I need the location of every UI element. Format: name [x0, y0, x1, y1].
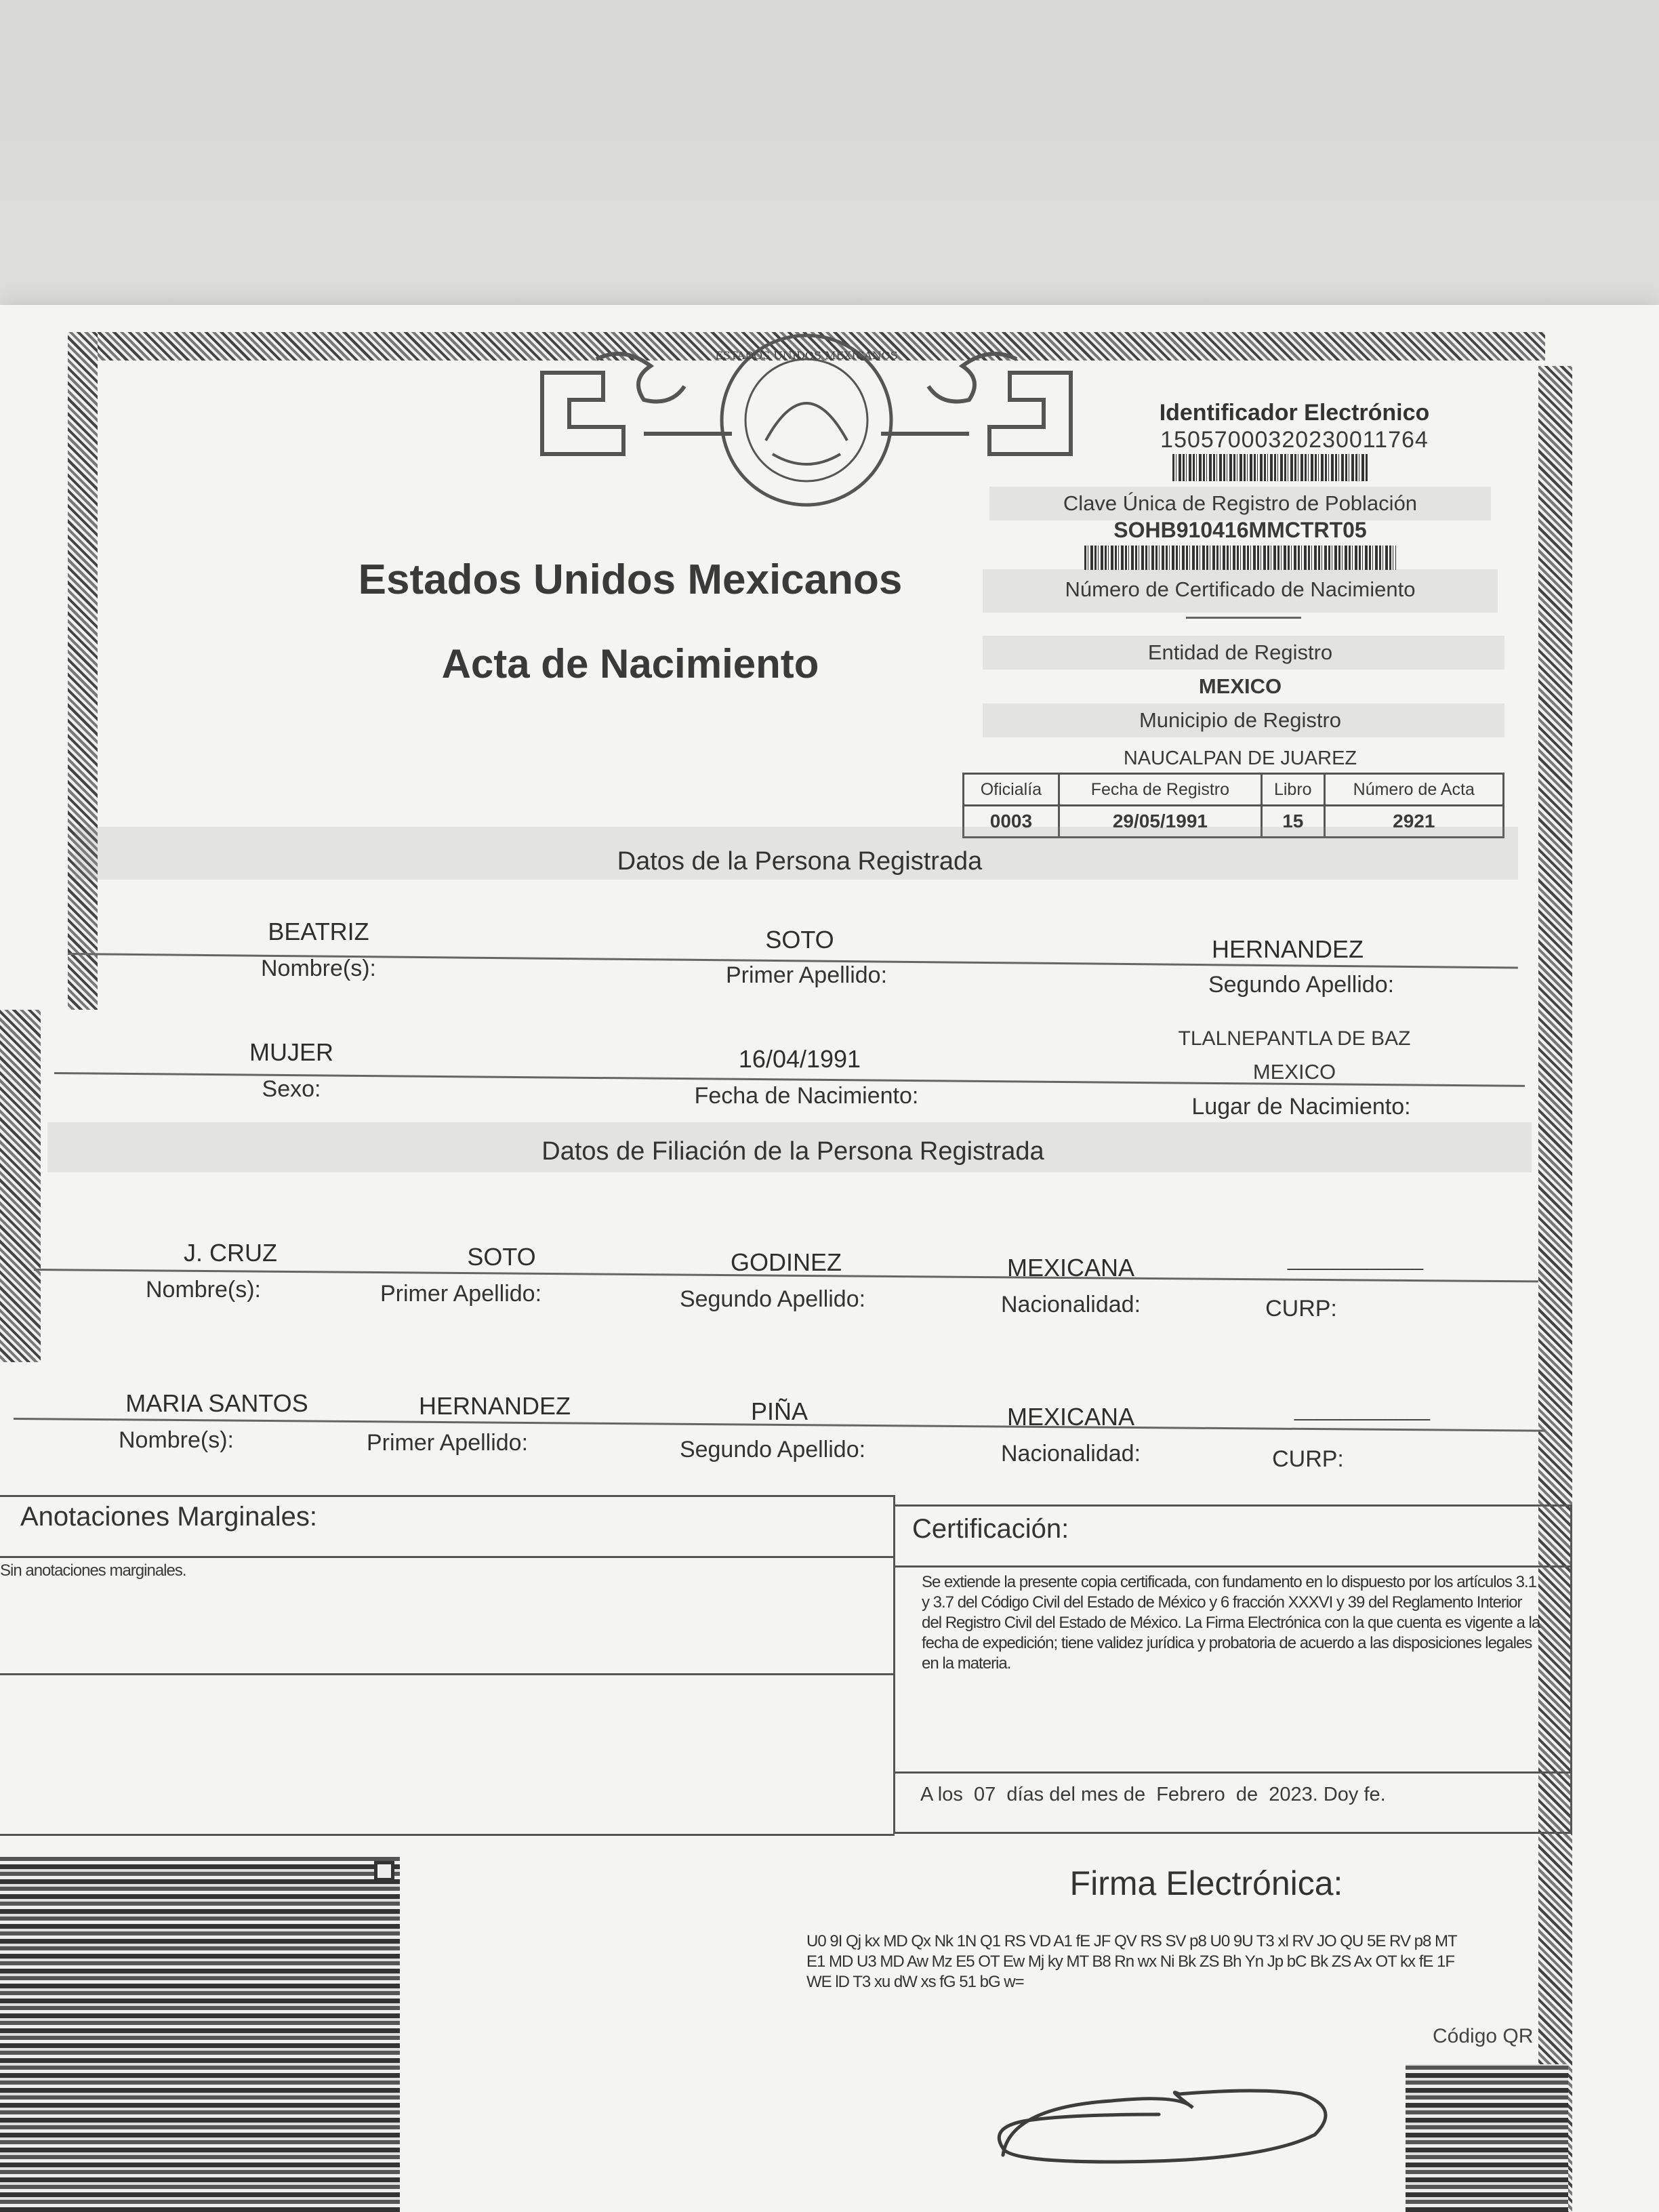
electronic-id-barcode: [1172, 454, 1369, 481]
registry-value-libro: 15: [1262, 806, 1325, 838]
frame-left-border-lower: [0, 1010, 41, 1362]
certification-title: Certificación:: [912, 1514, 1069, 1544]
handwritten-signature: [989, 2053, 1342, 2182]
qr-code-large: [0, 1857, 400, 2212]
qr-corner-marker: [374, 1861, 394, 1881]
registry-value-fecha: 29/05/1991: [1059, 806, 1261, 838]
parent2-second-surname-label: Segundo Apellido:: [679, 1437, 866, 1462]
person-name-label: Nombre(s):: [260, 956, 377, 981]
registry-header-fecha: Fecha de Registro: [1059, 774, 1261, 806]
certification-date-line-rule: [893, 1771, 1571, 1774]
parent2-name: MARIA SANTOS: [125, 1389, 308, 1417]
registry-value-oficialia: 0003: [964, 806, 1059, 838]
parent2-first-surname-label: Primer Apellido:: [366, 1430, 529, 1456]
certification-text: Se extiende la presente copia certificada, con fundamento en lo dispuesto por los artículos 3.1 y 3.7 del Código Civil del Estado de México y 6 fracción XXXVI y 39 del Reglamento Interior del Registro Civil del Estado de México. La Firma Electrónica con la que cuenta es vigente a la fecha de expedición; tiene validez jurídica y probatoria de acuerdo a las disposiciones legales en la materia.: [922, 1573, 1540, 1673]
qr-label: Código QR: [1433, 2025, 1534, 2047]
annotations-title: Anotaciones Marginales:: [20, 1502, 318, 1532]
parent1-first-surname-label: Primer Apellido:: [380, 1281, 542, 1307]
person-sex: MUJER: [249, 1038, 333, 1066]
registry-header-numero: Número de Acta: [1324, 774, 1503, 806]
registry-header-libro: Libro: [1262, 774, 1325, 806]
parent2-curp: ____________: [1294, 1399, 1431, 1421]
registry-header-oficialia: Oficialía: [964, 774, 1059, 806]
parent1-second-surname: GODINEZ: [730, 1248, 842, 1276]
person-birth-date-label: Fecha de Nacimiento:: [694, 1083, 919, 1109]
frame-right-border: [1538, 366, 1572, 2212]
certificate-paper: [0, 305, 1659, 2212]
certification-date-line: A los 07 días del mes de Febrero de 2023. Doy fe.: [920, 1784, 1386, 1805]
entity-value: MEXICO: [1198, 674, 1282, 698]
person-first-surname: SOTO: [765, 926, 834, 954]
municipality-label: Municipio de Registro: [1139, 708, 1342, 732]
parent2-second-surname: PIÑA: [750, 1397, 808, 1425]
parent2-curp-label: CURP:: [1272, 1446, 1344, 1472]
curp-barcode: [1084, 546, 1396, 570]
certificate-number-blank: [1186, 617, 1301, 619]
parent1-name-label: Nombre(s):: [145, 1277, 262, 1303]
person-birth-date: 16/04/1991: [738, 1045, 861, 1073]
person-name: BEATRIZ: [268, 918, 369, 945]
person-second-surname-label: Segundo Apellido:: [1208, 972, 1395, 998]
person-sex-label: Sexo:: [262, 1076, 321, 1102]
municipality-value: NAUCALPAN DE JUAREZ: [1123, 747, 1357, 769]
frame-left-border: [68, 332, 98, 1010]
person-section-title: Datos de la Persona Registrada: [617, 847, 983, 876]
parent1-second-surname-label: Segundo Apellido:: [679, 1286, 866, 1312]
parent2-first-surname: HERNANDEZ: [418, 1392, 571, 1420]
parent1-nationality-label: Nacionalidad:: [1000, 1292, 1141, 1317]
curp-label: Clave Única de Registro de Población: [1063, 491, 1418, 515]
filiation-section-title: Datos de Filiación de la Persona Registrada: [541, 1137, 1044, 1166]
certificate-number-label: Número de Certificado de Nacimiento: [1065, 577, 1416, 601]
signature-hash: U0 9I Qj kx MD Qx Nk 1N Q1 RS VD A1 fE JF QV RS SV p8 U0 9U T3 xl RV JO QU 5E RV p8 MT E1 MD U3 MD Aw Mz E5 OT Ew Mj ky MT B8 Rn wx Ni Bk ZS Bh Yn Jp bC Bk ZS Ax OT kx fE 1F WE lD T3 xu dW xs fG 51 bG w=: [806, 1932, 1457, 1991]
parent2-name-label: Nombre(s):: [118, 1427, 234, 1453]
electronic-id-value: 15057000320230011764: [1160, 427, 1429, 453]
entity-label: Entidad de Registro: [1147, 640, 1333, 664]
qr-code-small: [1406, 2064, 1568, 2212]
birth-place-city: TLALNEPANTLA DE BAZ: [1178, 1027, 1411, 1050]
national-seal: [529, 332, 1084, 508]
electronic-id-label: Identificador Electrónico: [1159, 400, 1430, 426]
parent2-nationality: MEXICANA: [1006, 1403, 1135, 1431]
annotations-text: Sin anotaciones marginales.: [0, 1561, 186, 1580]
annotations-header-line: [0, 1556, 895, 1558]
birth-place-state: MEXICO: [1252, 1060, 1336, 1084]
person-second-surname: HERNANDEZ: [1211, 935, 1364, 963]
registry-value-numero: 2921: [1324, 806, 1503, 838]
parent1-first-surname: SOTO: [467, 1243, 536, 1271]
parent2-nationality-label: Nacionalidad:: [1000, 1441, 1141, 1467]
parent1-curp: ____________: [1287, 1248, 1424, 1271]
registry-table-header: [964, 774, 1504, 806]
signature-title: Firma Electrónica:: [1069, 1864, 1343, 1902]
certification-header-line: [893, 1565, 1571, 1568]
person-birth-place-label: Lugar de Nacimiento:: [1191, 1094, 1411, 1120]
parent1-nationality: MEXICANA: [1006, 1254, 1135, 1282]
parent1-curp-label: CURP:: [1265, 1296, 1337, 1322]
parent1-name: J. CRUZ: [184, 1239, 277, 1267]
document-title: Acta de Nacimiento: [441, 641, 819, 687]
seal-text: ESTADOS UNIDOS MEXICANOS: [715, 349, 898, 362]
person-first-surname-label: Primer Apellido:: [725, 962, 888, 988]
country-title: Estados Unidos Mexicanos: [358, 556, 903, 603]
lower-box-rule: [0, 1834, 895, 1836]
curp-value: SOHB910416MMCTRT05: [1113, 518, 1367, 542]
